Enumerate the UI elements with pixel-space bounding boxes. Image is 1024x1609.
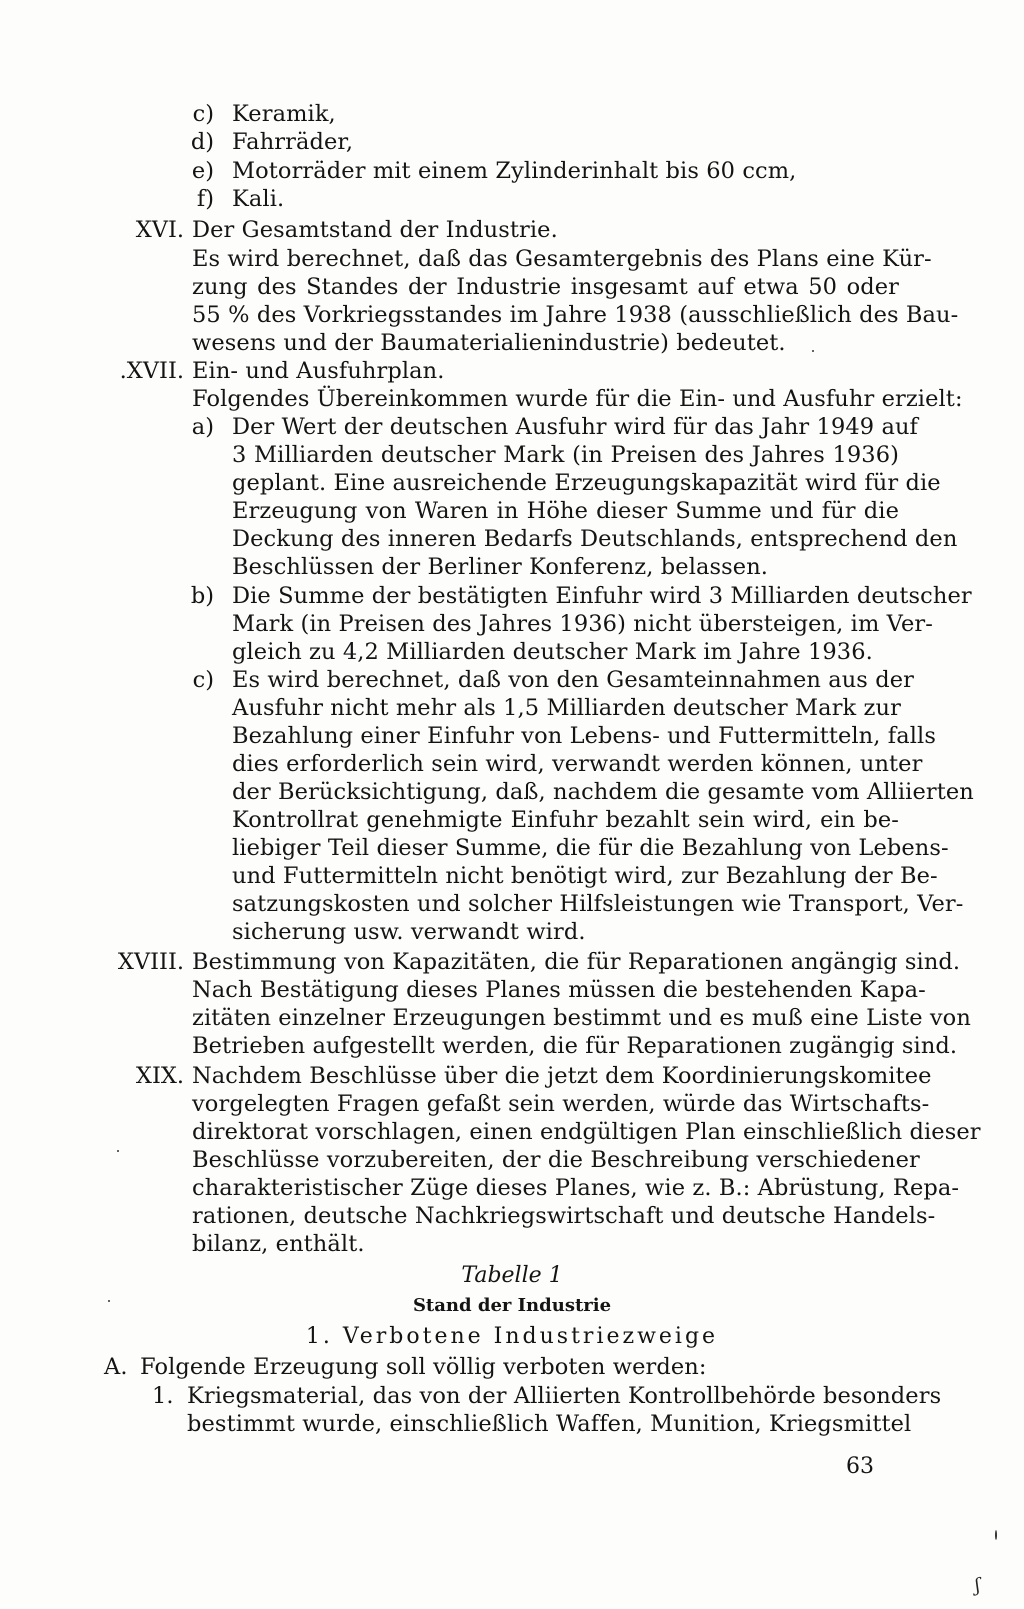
scan-speck [812,350,814,352]
paragraph-line: Folgendes Übereinkommen wurde für die Ein- und Ausfuhr erzielt: [192,386,963,412]
section-number-xviii: XVIII. [117,949,184,975]
paragraph-line: Bestimmung von Kapazitäten, die für Reparationen angängig sind. [192,949,961,975]
list-label: d) [190,129,214,155]
paragraph-line: der Berücksichtigung, daß, nachdem die gesamte vom Alliierten [232,779,974,805]
paragraph-line: dies erforderlich sein wird, verwandt werden können, unter [232,751,923,777]
paragraph-line: Betrieben aufgestellt werden, die für Reparationen zugängig sind. [192,1033,958,1059]
scan-speck [117,1150,119,1152]
paragraph-line: Es wird berechnet, daß von den Gesamteinnahmen aus der [232,667,914,693]
list-item: Fahrräder, [232,129,354,155]
section-number-xvi: XVI. [135,217,184,243]
handwritten-mark: ʃ [973,1574,982,1597]
list-label: c) [192,667,214,693]
paragraph-line: Nach Bestätigung dieses Planes müssen die bestehenden Kapa- [192,977,926,1003]
list-label: e) [191,158,214,184]
table-section-heading: 1. Verbotene Industriezweige [305,1324,719,1349]
paragraph-line: Der Wert der deutschen Ausfuhr wird für das Jahr 1949 auf [232,414,918,440]
scan-speck [108,1300,110,1302]
section-title-xvi: Der Gesamtstand der Industrie. [192,217,558,243]
table-caption: Tabelle 1 [461,1263,563,1288]
paragraph-line: Kriegsmaterial, das von der Alliierten Kontrollbehörde besonders [187,1383,942,1409]
paragraph-line: wesens und der Baumaterialienindustrie) bedeutet. [192,330,786,356]
paragraph-line: zitäten einzelner Erzeugungen bestimmt und es muß eine Liste von [192,1005,971,1031]
paragraph-line: Beschlüssen der Berliner Konferenz, belassen. [232,554,769,580]
paragraph-line: Beschlüsse vorzubereiten, der die Beschreibung verschiedener [192,1147,920,1173]
paragraph-line: und Futtermitteln nicht benötigt wird, zur Bezahlung der Be- [232,863,938,889]
list-label: a) [191,414,214,440]
paragraph-line: satzungskosten und solcher Hilfsleistungen wie Transport, Ver- [232,891,964,917]
list-item: Keramik, [232,101,336,127]
paragraph-line: sicherung usw. verwandt wird. [232,919,586,945]
paragraph-line: bilanz, enthält. [192,1231,365,1257]
paragraph-line: Erzeugung von Waren in Höhe dieser Summe und für die [232,498,899,524]
scan-speck [995,1530,997,1540]
section-title-xvii: Ein- und Ausfuhrplan. [192,358,445,384]
paragraph-line: liebiger Teil dieser Summe, die für die Bezahlung von Lebens- [232,835,949,861]
list-item: Motorräder mit einem Zylinderinhalt bis 60 ccm, [232,158,797,184]
paragraph-line: charakteristischer Züge dieses Planes, wie z. B.: Abrüstung, Repa- [192,1175,960,1201]
list-label: b) [190,583,214,609]
paragraph-line: Deckung des inneren Bedarfs Deutschlands, entsprechend den [232,526,958,552]
paragraph-line: zung des Standes der Industrie insgesamt auf etwa 50 oder [192,274,899,300]
paragraph-line: gleich zu 4,2 Milliarden deutscher Mark im Jahre 1936. [232,639,873,665]
paragraph-line: 3 Milliarden deutscher Mark (in Preisen des Jahres 1936) [232,442,899,468]
paragraph-line: vorgelegten Fragen gefaßt sein werden, würde das Wirtschafts- [192,1091,930,1117]
table-title: Stand der Industrie [412,1295,612,1316]
paragraph-line: Kontrollrat genehmigte Einfuhr bezahlt sein wird, ein be- [232,807,899,833]
list-item: Kali. [232,186,285,212]
section-number-xvii: .XVII. [119,358,184,384]
paragraph-line: Es wird berechnet, daß das Gesamtergebnis des Plans eine Kür- [192,246,932,272]
list-label: c) [192,101,214,127]
paragraph-line: Die Summe der bestätigten Einfuhr wird 3 Milliarden deutscher [232,583,972,609]
paragraph-line: rationen, deutsche Nachkriegswirtschaft und deutsche Handels- [192,1203,936,1229]
paragraph-line: Nachdem Beschlüsse über die jetzt dem Koordinierungskomitee [192,1063,932,1089]
paragraph-line: Ausfuhr nicht mehr als 1,5 Milliarden deutscher Mark zur [232,695,901,721]
list-label: 1. [152,1383,174,1409]
list-label: f) [196,186,214,212]
paragraph-line: Bezahlung einer Einfuhr von Lebens- und Futtermitteln, falls [232,723,936,749]
paragraph-line: 55 % des Vorkriegsstandes im Jahre 1938 (ausschließlich des Bau- [192,302,959,328]
list-label: A. [104,1354,128,1380]
paragraph-line: geplant. Eine ausreichende Erzeugungskapazität wird für die [232,470,941,496]
paragraph-line: Folgende Erzeugung soll völlig verboten werden: [140,1354,707,1380]
section-number-xix: XIX. [135,1063,184,1089]
paragraph-line: direktorat vorschlagen, einen endgültigen Plan einschließlich dieser [192,1119,981,1145]
paragraph-line: bestimmt wurde, einschließlich Waffen, Munition, Kriegsmittel [187,1411,912,1437]
page-number: 63 [846,1454,874,1479]
paragraph-line: Mark (in Preisen des Jahres 1936) nicht übersteigen, im Ver- [232,611,933,637]
